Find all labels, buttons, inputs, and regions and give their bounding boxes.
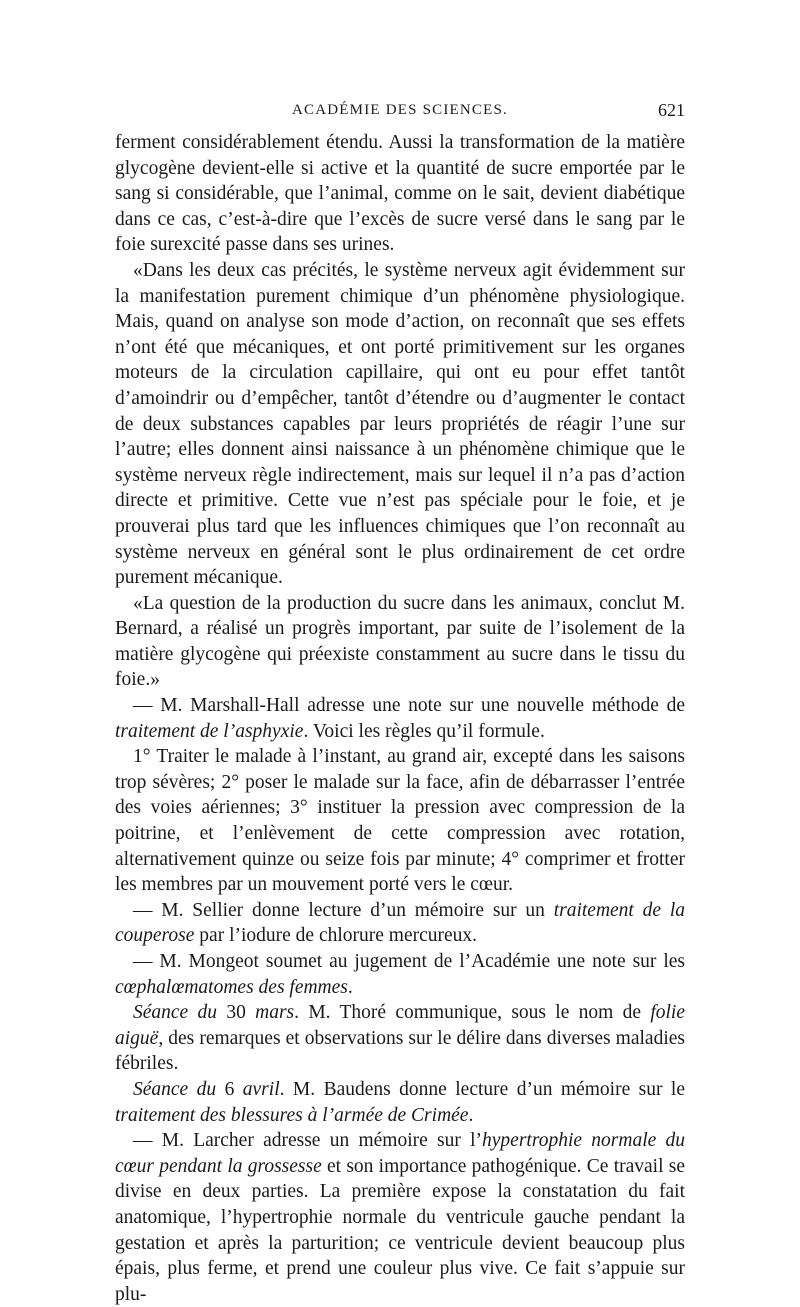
italic-text: Séance du <box>133 1078 217 1100</box>
text-run: — M. Sellier donne lecture d’un mémoire sur un <box>133 899 554 921</box>
text-run: 30 <box>217 1002 256 1024</box>
paragraph <box>115 898 685 949</box>
text-run: . M. Thoré communique, sous le nom de <box>294 1002 651 1024</box>
paragraph <box>115 258 685 591</box>
page-number: 621 <box>658 100 685 120</box>
paragraph <box>115 1000 685 1077</box>
text-run: — M. Mongeot soumet au jugement de l’Académie une note sur les <box>133 951 685 972</box>
italic-text: traitement de la couperose <box>115 899 685 947</box>
italic-text: hypertrophie normale du cœur pendant la grossesse <box>115 1130 686 1177</box>
text-run: «Dans les deux cas précités, le système nerveux agit évidemment sur la manifestation purement chimique d’un phénomène physiologique. Mais, quand on analyse son mode d’action, on reconnaît que ses effets n’ont été que mécaniques, et ont porté primitivement sur les organes moteurs de la circulation capillaire, qui ont eu pour effet tantôt d’amoindrir ou d’empêcher, tantôt d’étendre ou d’augmenter le contact de deux substances capables par leurs propriétés de réagir l’une sur l’autre; elles donnent ainsi naissance à un phénomène chimique que le système nerveux règle indirectement, mais sur lequel il n’a pas d’action directe et primitive. Cette vue n’est pas spéciale pour le foie, et je prouverai plus tard que les influences chimiques que l’on reconnaît au système nerveux en général sont le plus ordinairement de cet ordre purement mécanique. <box>115 259 685 589</box>
italic-text: mars <box>255 1002 295 1024</box>
text-run: . <box>468 1104 474 1126</box>
text-run: — M. Larcher adresse un mémoire sur l’ <box>133 1130 483 1152</box>
text-run: . Voici les règles qu’il formule. <box>303 720 545 742</box>
text-run: par l’iodure de chlorure mercureux. <box>194 925 478 947</box>
text-run: 1° Traiter le malade à l’instant, au grand air, excepté dans les saisons trop sévères; 2° poser le malade sur la face, afin de débarrasser l’entrée des voies aériennes; 3° instituer la pression avec compression de la poitrine, et l’enlèvement de cette compression avec rotation, alternativement quinze ou seize fois par minute; 4° comprimer et frotter les membres par un mouvement porté vers le cœur. <box>115 746 685 896</box>
text-run: et son importance pathogénique. Ce travail se divise en deux parties. La première expose la constatation du fait anatomique, l’hypertrophie normale du ventricule gauche pendant la gestation et après la parturition; ce ventricule devient beaucoup plus épais, plus ferme, et prend une couleur plus vive. Ce fait s’appuie sur plu- <box>115 1155 685 1305</box>
italic-text: traitement des blessures à l’armée de Crimée <box>115 1104 469 1126</box>
paragraph <box>115 949 685 1000</box>
paragraph <box>115 130 685 258</box>
text-run: 6 <box>216 1078 243 1100</box>
text-run: — M. Marshall-Hall adresse une note sur une nouvelle méthode de <box>133 695 685 717</box>
italic-text: folie aiguë <box>115 1002 686 1049</box>
running-head <box>115 100 685 130</box>
book-page <box>115 100 685 1307</box>
running-title: ACADÉMIE DES SCIENCES. <box>292 102 508 118</box>
italic-text: avril <box>242 1078 280 1100</box>
paragraph <box>115 693 685 744</box>
body-text <box>115 130 685 1307</box>
text-run: «La question de la production du sucre dans les animaux, conclut M. Bernard, a réalisé un progrès important, par suite de l’isolement de la matière glycogène qui préexiste constamment au sucre dans le tissu du foie.» <box>115 592 685 691</box>
text-run: . <box>347 976 353 998</box>
italic-text: cœphalœmatomes des femmes <box>115 976 348 998</box>
paragraph <box>115 591 685 693</box>
italic-text: traitement de l’asphyxie <box>115 720 304 742</box>
italic-text: Séance du <box>133 1002 218 1024</box>
text-run: , des remarques et observations sur le délire dans diverses maladies fébriles. <box>115 1027 685 1075</box>
paragraph <box>115 1128 685 1307</box>
paragraph <box>115 744 685 898</box>
text-run: ferment considérablement étendu. Aussi la transformation de la matière glycogène devient-elle si active et la quantité de sucre emportée par le sang si considérable, que l’animal, comme on le sait, devient diabétique dans ce cas, c’est-à-dire que l’excès de sucre versé dans le sang par le foie surexcité passe dans ses urines. <box>115 132 685 256</box>
paragraph <box>115 1077 685 1128</box>
text-run: . M. Baudens donne lecture d’un mémoire sur le <box>279 1078 686 1100</box>
